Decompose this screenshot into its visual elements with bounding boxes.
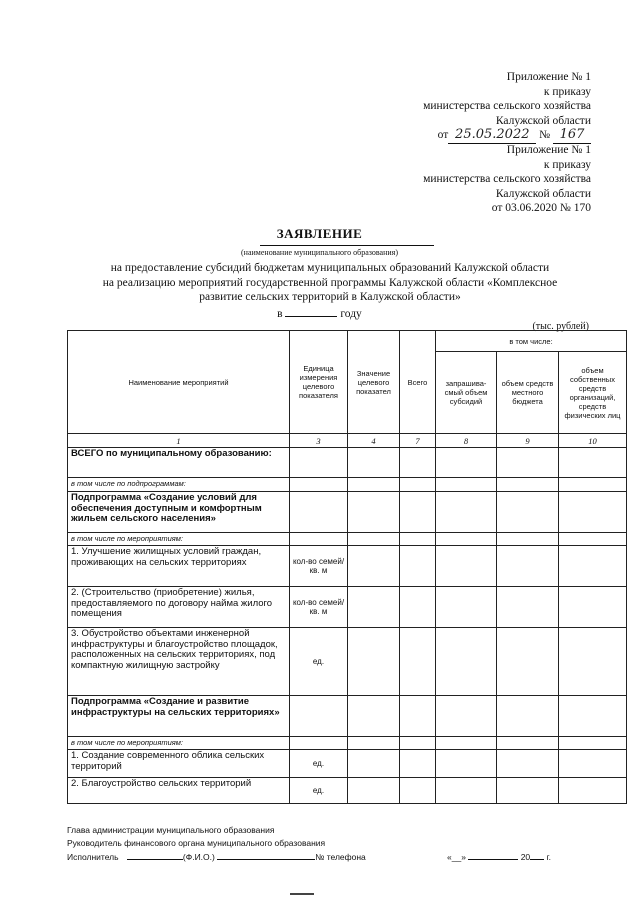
empty-cell bbox=[348, 478, 400, 492]
column-number: 7 bbox=[400, 434, 436, 448]
empty-cell bbox=[559, 737, 627, 750]
empty-cell bbox=[497, 478, 559, 492]
table-row bbox=[68, 533, 627, 546]
municipality-label: (наименование муниципального образования) bbox=[241, 248, 398, 257]
empty-cell bbox=[348, 546, 400, 587]
table-row bbox=[68, 750, 627, 778]
header-name: Наименование мероприятий bbox=[68, 331, 290, 434]
number-label: № bbox=[539, 129, 551, 142]
column-numbers-row bbox=[68, 434, 627, 448]
signature-finance-head: Руководитель финансового органа муниципального образования bbox=[67, 838, 326, 848]
row-unit bbox=[290, 448, 348, 478]
empty-cell bbox=[559, 533, 627, 546]
header-own-funds: объем собственных средств организаций, средств физических лиц bbox=[559, 352, 627, 434]
empty-cell bbox=[559, 628, 627, 696]
empty-cell bbox=[436, 546, 497, 587]
appendix-line: министерства сельского хозяйства bbox=[423, 100, 591, 113]
year-line bbox=[0, 306, 639, 320]
empty-cell bbox=[436, 448, 497, 478]
row-unit: кол-во семей/ кв. м bbox=[290, 587, 348, 628]
column-number: 10 bbox=[559, 434, 627, 448]
row-unit: ед. bbox=[290, 750, 348, 778]
empty-cell bbox=[497, 696, 559, 737]
empty-cell bbox=[497, 628, 559, 696]
year-prefix: в bbox=[277, 308, 283, 320]
row-name: 1. Создание современного облика сельских территорий bbox=[68, 750, 290, 778]
table-row bbox=[68, 737, 627, 750]
empty-cell bbox=[497, 448, 559, 478]
column-number: 4 bbox=[348, 434, 400, 448]
empty-cell bbox=[348, 737, 400, 750]
executor-blank bbox=[127, 851, 183, 860]
empty-cell bbox=[436, 478, 497, 492]
table-row bbox=[68, 492, 627, 533]
empty-cell bbox=[348, 492, 400, 533]
row-name: Подпрограмма «Создание условий для обеспечения доступным и комфортным жильем сельского населения» bbox=[68, 492, 290, 533]
empty-cell bbox=[436, 778, 497, 804]
empty-cell bbox=[559, 546, 627, 587]
appendix-line: министерства сельского хозяйства bbox=[423, 173, 591, 186]
empty-cell bbox=[497, 492, 559, 533]
row-unit bbox=[290, 533, 348, 546]
empty-cell bbox=[497, 737, 559, 750]
phone-label: № телефона bbox=[315, 852, 366, 862]
row-name: Подпрограмма «Создание и развитие инфраструктуры на сельских территориях» bbox=[68, 696, 290, 737]
executor-label: Исполнитель bbox=[67, 852, 119, 862]
fio-label: (Ф.И.О.) bbox=[182, 852, 215, 862]
empty-cell bbox=[559, 778, 627, 804]
year-blank bbox=[285, 306, 337, 317]
date-day-blank: __ bbox=[451, 852, 462, 862]
empty-cell bbox=[497, 533, 559, 546]
header-including: в том числе: bbox=[436, 331, 627, 352]
empty-cell bbox=[400, 448, 436, 478]
row-unit bbox=[290, 492, 348, 533]
empty-cell bbox=[559, 492, 627, 533]
handwritten-number: 167 bbox=[553, 128, 591, 144]
column-number: 1 bbox=[68, 434, 290, 448]
row-name: 2. (Строительство (приобретение) жилья, предоставляемого по договору найма жилого помещения bbox=[68, 587, 290, 628]
document-title: ЗАЯВЛЕНИЕ bbox=[276, 226, 363, 241]
application-table bbox=[67, 330, 627, 804]
table-row bbox=[68, 696, 627, 737]
date-year-prefix: 20 bbox=[520, 852, 531, 862]
empty-cell bbox=[436, 750, 497, 778]
appendix-line: Приложение № 1 bbox=[506, 144, 591, 156]
empty-cell bbox=[436, 533, 497, 546]
row-unit bbox=[290, 478, 348, 492]
empty-cell bbox=[348, 587, 400, 628]
table-row bbox=[68, 478, 627, 492]
empty-cell bbox=[400, 750, 436, 778]
empty-cell bbox=[436, 628, 497, 696]
empty-cell bbox=[559, 478, 627, 492]
row-name: 2. Благоустройство сельских территорий bbox=[68, 778, 290, 804]
appendix-block-current bbox=[423, 70, 591, 144]
header-value: Значение целевого показател bbox=[348, 331, 400, 434]
row-unit bbox=[290, 696, 348, 737]
row-unit: кол-во семей/ кв. м bbox=[290, 546, 348, 587]
municipality-blank-line bbox=[260, 245, 434, 246]
appendix-line: к приказу bbox=[543, 158, 591, 171]
empty-cell bbox=[348, 533, 400, 546]
empty-cell bbox=[559, 587, 627, 628]
table-row bbox=[68, 448, 627, 478]
row-name: ВСЕГО по муниципальному образованию: bbox=[68, 448, 290, 478]
row-name: в том числе по мероприятиям: bbox=[68, 737, 290, 750]
date-year-blank bbox=[530, 851, 544, 860]
empty-cell bbox=[400, 778, 436, 804]
column-number: 8 bbox=[436, 434, 497, 448]
header-requested-subsidy: запрашива-смый объем субсидий bbox=[436, 352, 497, 434]
empty-cell bbox=[348, 628, 400, 696]
empty-cell bbox=[348, 448, 400, 478]
appendix-line: к приказу bbox=[543, 85, 591, 98]
signature-date bbox=[447, 851, 551, 862]
page-mark bbox=[290, 893, 314, 895]
row-name: в том числе по подпрограммам: bbox=[68, 478, 290, 492]
year-suffix: году bbox=[340, 308, 362, 320]
empty-cell bbox=[348, 778, 400, 804]
table-row bbox=[68, 778, 627, 804]
empty-cell bbox=[436, 737, 497, 750]
header-local-budget: объем средств местного бюджета bbox=[497, 352, 559, 434]
appendix-line: от 03.06.2020 № 170 bbox=[491, 202, 591, 215]
empty-cell bbox=[436, 587, 497, 628]
phone-blank bbox=[217, 851, 315, 860]
empty-cell bbox=[497, 587, 559, 628]
appendix-line: Калужской области bbox=[495, 114, 591, 127]
empty-cell bbox=[400, 587, 436, 628]
empty-cell bbox=[559, 448, 627, 478]
date-quote-open: « bbox=[447, 852, 452, 862]
empty-cell bbox=[400, 533, 436, 546]
appendix-line: Приложение № 1 bbox=[506, 71, 591, 83]
signature-head-admin: Глава администрации муниципального образования bbox=[67, 825, 275, 835]
table-row bbox=[68, 546, 627, 587]
from-label: от bbox=[437, 129, 449, 142]
row-unit: ед. bbox=[290, 628, 348, 696]
subtitle-line: развитие сельских территорий в Калужской области» bbox=[199, 291, 461, 303]
empty-cell bbox=[348, 696, 400, 737]
empty-cell bbox=[348, 750, 400, 778]
empty-cell bbox=[559, 696, 627, 737]
date-quote-close: » bbox=[461, 852, 466, 862]
appendix-line: Калужской области bbox=[495, 187, 591, 200]
row-name: 3. Обустройство объектами инженерной инфраструктуры и благоустройство площадок, расположенных на сельских территориях, под компактную жилищную застройку bbox=[68, 628, 290, 696]
empty-cell bbox=[400, 546, 436, 587]
empty-cell bbox=[436, 696, 497, 737]
appendix-order-line bbox=[423, 128, 591, 144]
empty-cell bbox=[400, 492, 436, 533]
row-name: в том числе по мероприятиям: bbox=[68, 533, 290, 546]
table-row bbox=[68, 587, 627, 628]
empty-cell bbox=[497, 750, 559, 778]
unit-label: (тыс. рублей) bbox=[532, 321, 589, 332]
row-unit: ед. bbox=[290, 778, 348, 804]
column-number: 9 bbox=[497, 434, 559, 448]
empty-cell bbox=[400, 737, 436, 750]
empty-cell bbox=[400, 478, 436, 492]
subtitle-line: на предоставление субсидий бюджетам муниципальных образований Калужской области bbox=[110, 262, 550, 274]
empty-cell bbox=[559, 750, 627, 778]
row-name: 1. Улучшение жилищных условий граждан, проживающих на сельских территориях bbox=[68, 546, 290, 587]
empty-cell bbox=[400, 696, 436, 737]
handwritten-date: 25.05.2022 bbox=[448, 128, 536, 144]
empty-cell bbox=[497, 778, 559, 804]
empty-cell bbox=[497, 546, 559, 587]
date-month-blank bbox=[468, 851, 518, 860]
document-subtitle bbox=[70, 261, 590, 305]
subtitle-line: на реализацию мероприятий государственной программы Калужской области «Комплексное bbox=[102, 276, 558, 289]
empty-cell bbox=[400, 628, 436, 696]
row-unit bbox=[290, 737, 348, 750]
header-unit: Единица измерения целевого показателя bbox=[290, 331, 348, 434]
table-row bbox=[68, 628, 627, 696]
header-total: Всего bbox=[400, 331, 436, 434]
column-number: 3 bbox=[290, 434, 348, 448]
appendix-block-original bbox=[423, 143, 591, 216]
empty-cell bbox=[436, 492, 497, 533]
date-year-suffix: г. bbox=[546, 852, 551, 862]
